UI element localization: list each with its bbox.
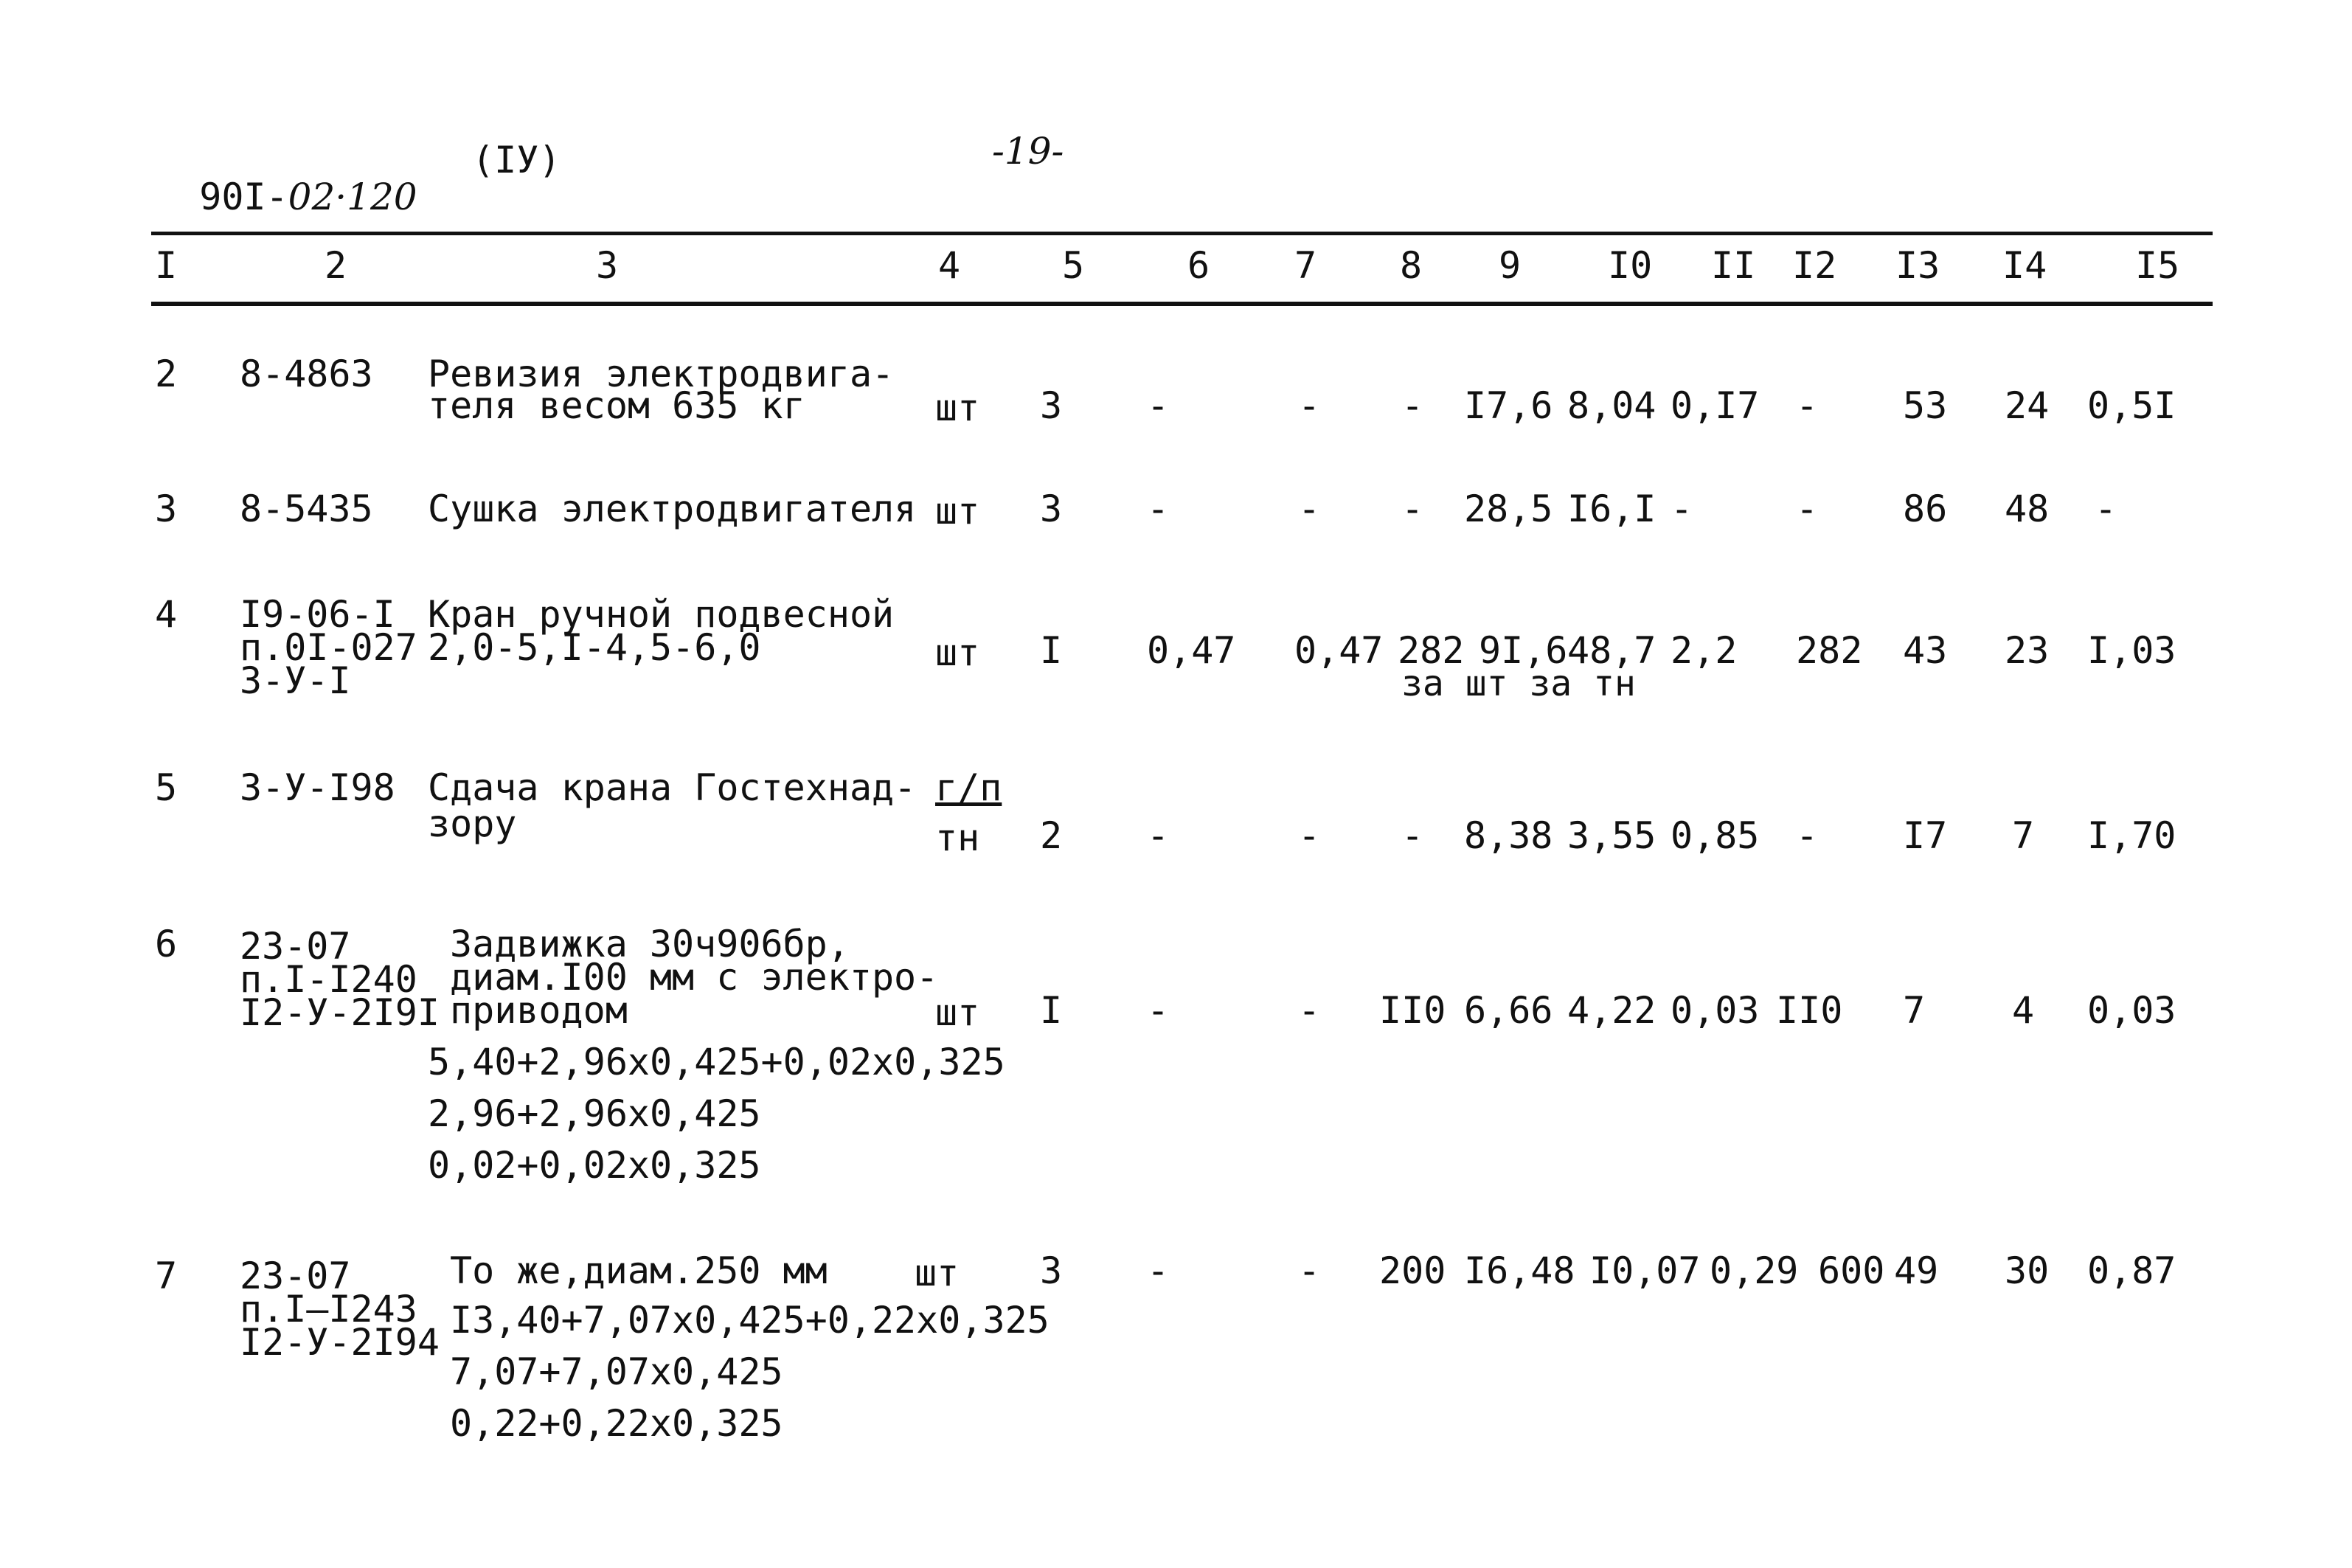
row-number: 6 — [155, 923, 178, 965]
cell-6: - — [1147, 384, 1170, 427]
doc-code-prefix: 90I- — [199, 176, 288, 218]
cell-7: - — [1298, 488, 1321, 530]
cell-6: - — [1147, 488, 1170, 530]
cell-14: 4 — [2012, 989, 2035, 1032]
col-header: I — [155, 244, 178, 287]
cell-10: 3,55 — [1567, 814, 1657, 857]
cell-11: 0,I7 — [1671, 384, 1760, 427]
cell-10: 48,7 — [1567, 629, 1657, 672]
col-header: 3 — [596, 244, 619, 287]
cell-15: 0,03 — [2087, 989, 2176, 1032]
col-header: I2 — [1792, 244, 1837, 287]
cell-13: 7 — [1903, 989, 1926, 1032]
row-unit: тн — [935, 816, 980, 859]
row-name: То же,диам.250 мм — [450, 1249, 828, 1292]
row-unit: шт — [935, 386, 980, 429]
cell-9: 6,66 — [1464, 989, 1553, 1032]
col-header: 5 — [1062, 244, 1085, 287]
series-label: (IУ) — [472, 139, 561, 181]
cell-7: - — [1298, 814, 1321, 857]
calc-line: I3,40+7,07x0,425+0,22x0,325 — [450, 1299, 1050, 1342]
cell-8: - — [1401, 488, 1424, 530]
page-number: -19- — [992, 130, 1064, 173]
col-header: 4 — [938, 244, 961, 287]
cell-12: - — [1796, 814, 1819, 857]
row-unit: шт — [915, 1252, 960, 1294]
row-code: п.0I-027 — [240, 626, 417, 669]
row-qty: I — [1040, 989, 1063, 1032]
cell-12: - — [1796, 488, 1819, 530]
row-code: 8-4863 — [240, 353, 373, 395]
cell-6: - — [1147, 989, 1170, 1032]
row-name: Ревизия электродвига- — [428, 353, 895, 395]
col-header: I4 — [2002, 244, 2047, 287]
row-number: 2 — [155, 353, 178, 395]
cell-15: 0,87 — [2087, 1249, 2176, 1292]
row-unit-top: г/п — [935, 766, 1002, 809]
cell-9: 9I,6 — [1479, 629, 1568, 672]
row-name: диам.I00 мм с электро- — [450, 956, 939, 999]
cell-8: II0 — [1379, 989, 1446, 1032]
cell-12: 600 — [1818, 1249, 1885, 1292]
cell-8: - — [1401, 384, 1424, 427]
cell-6: - — [1147, 1249, 1170, 1292]
col-header: I3 — [1895, 244, 1940, 287]
row-name: Сушка электродвигателя — [428, 488, 917, 530]
cell-9: 8,38 — [1464, 814, 1553, 857]
row-qty: 2 — [1040, 814, 1063, 857]
cell-7: - — [1298, 989, 1321, 1032]
row-number: 5 — [155, 766, 178, 809]
row-name: 2,0-5,I-4,5-6,0 — [428, 626, 761, 669]
row-qty: 3 — [1040, 1249, 1063, 1292]
row-qty: I — [1040, 629, 1063, 672]
calc-line: 2,96+2,96x0,425 — [428, 1092, 761, 1135]
cell-7: - — [1298, 1249, 1321, 1292]
cell-12: - — [1796, 384, 1819, 427]
row-code: 3-У-I98 — [240, 766, 395, 809]
row-qty: 3 — [1040, 488, 1063, 530]
cell-11: 0,03 — [1671, 989, 1760, 1032]
doc-code — [155, 142, 417, 218]
cell-9: I6,48 — [1464, 1249, 1575, 1292]
cell-13: 43 — [1903, 629, 1948, 672]
calc-line: 0,02+0,02x0,325 — [428, 1144, 761, 1187]
row-unit: шт — [935, 490, 980, 533]
col-header: I5 — [2135, 244, 2180, 287]
col-header: I0 — [1608, 244, 1653, 287]
cell-11: 2,2 — [1671, 629, 1738, 672]
cell-12: 282 — [1796, 629, 1863, 672]
col-header: 9 — [1499, 244, 1522, 287]
row-code: I2-У-2I9I — [240, 991, 440, 1034]
row-code: п.I—I243 — [240, 1288, 417, 1331]
cell-8: 200 — [1379, 1249, 1446, 1292]
row-name: приводом — [450, 989, 628, 1032]
calc-line: 0,22+0,22x0,325 — [450, 1402, 783, 1445]
cell-8: - — [1401, 814, 1424, 857]
row-name: зору — [428, 802, 517, 845]
row-name: Сдача крана Гостехнад- — [428, 766, 917, 809]
cell-12: II0 — [1776, 989, 1843, 1032]
row-name: Кран ручной подвесной — [428, 593, 895, 636]
col-header: II — [1711, 244, 1756, 287]
cell-15: I,03 — [2087, 629, 2176, 672]
cell-15: - — [2095, 488, 2117, 530]
cell-10: 8,04 — [1567, 384, 1657, 427]
col-header: 7 — [1294, 244, 1317, 287]
row-unit: шт — [935, 991, 980, 1034]
cell-15: I,70 — [2087, 814, 2176, 857]
cell-15: 0,5I — [2087, 384, 2176, 427]
cell-11: 0,29 — [1710, 1249, 1799, 1292]
row-name: теля весом 635 кг — [428, 384, 805, 427]
row-qty: 3 — [1040, 384, 1063, 427]
row-code: 23-07 — [240, 1255, 351, 1297]
row-code: 3-У-I — [240, 659, 351, 702]
cell-7: - — [1298, 384, 1321, 427]
col-header: 8 — [1400, 244, 1423, 287]
cell-13: I7 — [1903, 814, 1948, 857]
row-number: 7 — [155, 1255, 178, 1297]
cell-10: I0,07 — [1589, 1249, 1701, 1292]
cell-8: 282 — [1398, 629, 1465, 672]
cell-13: 86 — [1903, 488, 1948, 530]
cell-6: - — [1147, 814, 1170, 857]
cell-10: 4,22 — [1567, 989, 1657, 1032]
cell-14: 48 — [2005, 488, 2050, 530]
unit-note: за шт за тн — [1401, 663, 1636, 704]
cell-11: 0,85 — [1671, 814, 1760, 857]
row-code: п.I-I240 — [240, 958, 417, 1001]
cell-9: 28,5 — [1464, 488, 1553, 530]
cell-9: I7,6 — [1464, 384, 1553, 427]
cell-10: I6,I — [1567, 488, 1657, 530]
row-name: Задвижка 30ч906бр, — [450, 923, 850, 965]
row-code: 23-07 — [240, 925, 351, 968]
cell-14: 24 — [2005, 384, 2050, 427]
cell-6: 0,47 — [1147, 629, 1236, 672]
cell-7: 0,47 — [1294, 629, 1384, 672]
row-number: 3 — [155, 488, 178, 530]
row-code: I9-06-I — [240, 593, 395, 636]
col-header: 6 — [1187, 244, 1210, 287]
calc-line: 5,40+2,96x0,425+0,02x0,325 — [428, 1041, 1005, 1083]
cell-13: 49 — [1894, 1249, 1939, 1292]
calc-line: 7,07+7,07x0,425 — [450, 1350, 783, 1393]
col-header: 2 — [325, 244, 347, 287]
row-code: I2-У-2I94 — [240, 1321, 440, 1364]
table-header-rule — [151, 302, 2213, 306]
row-unit: шт — [935, 631, 980, 674]
cell-13: 53 — [1903, 384, 1948, 427]
row-number: 4 — [155, 593, 178, 636]
cell-14: 30 — [2005, 1249, 2050, 1292]
cell-11: - — [1671, 488, 1693, 530]
row-code: 8-5435 — [240, 488, 373, 530]
table-top-rule — [151, 232, 2213, 235]
doc-code-handwritten: 02·120 — [288, 176, 417, 218]
cell-14: 7 — [2012, 814, 2035, 857]
cell-14: 23 — [2005, 629, 2050, 672]
